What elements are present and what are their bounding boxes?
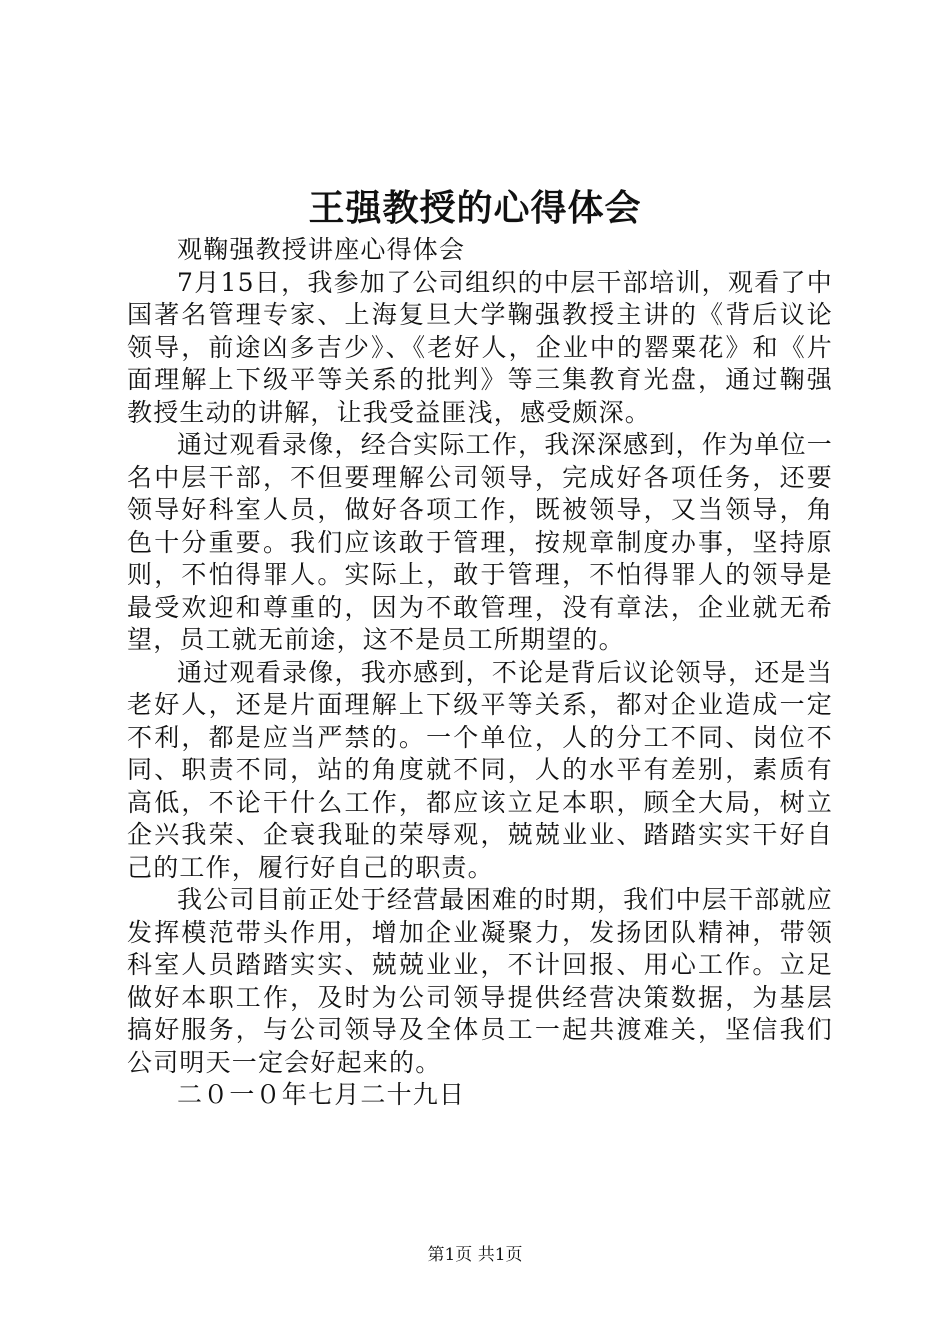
paragraph-1: 7月15日，我参加了公司组织的中层干部培训，观看了中国著名管理专家、上海复旦大学鞠强教授主讲的《背后议论领导，前途凶多吉少》、《老好人，企业中的罂粟花》和《片面理解上下级平等关系的批判》等三集教育光盘，通过鞠强教授生动的讲解，让我受益匪浅，感受颇深。 bbox=[127, 267, 833, 427]
paragraph-subtitle: 观鞠强教授讲座心得体会 bbox=[177, 235, 466, 264]
paragraph-3: 通过观看录像，我亦感到，不论是背后议论领导，还是当老好人，还是片面理解上下级平等关系，都对企业造成一定不利，都是应当严禁的。一个单位，人的分工不同、岗位不同、职责不同，站的角度就不同，人的水平有差别，素质有高低，不论干什么工作，都应该立足本职，顾全大局，树立企兴我荣、企衰我耻的荣辱观，兢兢业业、踏踏实实干好自己的工作，履行好自己的职责。 bbox=[127, 657, 833, 882]
document-title: 王强教授的心得体会 bbox=[308, 187, 642, 229]
paragraph-2: 通过观看录像，经合实际工作，我深深感到，作为单位一名中层干部，不但要理解公司领导，完成好各项任务，还要领导好科室人员，做好各项工作，既被领导，又当领导，角色十分重要。我们应该敢于管理，按规章制度办事，坚持原则，不怕得罪人。实际上，敢于管理，不怕得罪人的领导是最受欢迎和尊重的，因为不敢管理，没有章法，企业就无希望，员工就无前途，这不是员工所期望的。 bbox=[127, 430, 833, 654]
page-number-footer: 第1页 共1页 bbox=[427, 1245, 523, 1265]
paragraph-4: 我公司目前正处于经营最困难的时期，我们中层干部就应发挥模范带头作用，增加企业凝聚力，发扬团队精神，带领科室人员踏踏实实、兢兢业业，不计回报、用心工作。立足做好本职工作，及时为公司领导提供经营决策数据，为基层搞好服务，与公司领导及全体员工一起共渡难关，坚信我们公司明天一定会好起来的。 bbox=[127, 885, 833, 1077]
date-line: 二０一０年七月二十九日 bbox=[177, 1080, 466, 1109]
document-body bbox=[127, 234, 833, 1112]
